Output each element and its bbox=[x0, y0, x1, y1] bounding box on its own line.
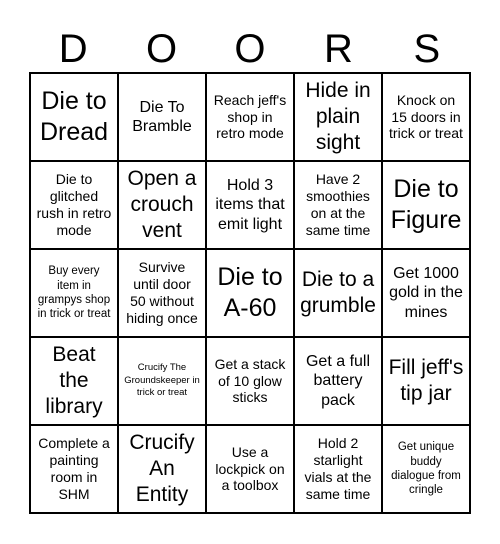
bingo-header bbox=[29, 26, 471, 72]
bingo-cell[interactable]: Die to a grumble bbox=[294, 249, 382, 337]
bingo-cell[interactable]: Get 1000 gold in the mines bbox=[382, 249, 470, 337]
bingo-cell[interactable]: Hide in plain sight bbox=[294, 73, 382, 161]
header-letter-s: S bbox=[413, 27, 441, 71]
header-letter-o2: O bbox=[234, 27, 266, 71]
bingo-cell[interactable]: Crucify The Groundskeeper in trick or treat bbox=[118, 337, 206, 425]
bingo-cell[interactable]: Survive until door 50 without hiding once bbox=[118, 249, 206, 337]
bingo-cell[interactable]: Die to A-60 bbox=[206, 249, 294, 337]
bingo-cell[interactable]: Die to Figure bbox=[382, 161, 470, 249]
bingo-cell[interactable]: Get a full battery pack bbox=[294, 337, 382, 425]
bingo-cell[interactable]: Die to Dread bbox=[30, 73, 118, 161]
bingo-cell[interactable]: Hold 3 items that emit light bbox=[206, 161, 294, 249]
header-letter-d: D bbox=[58, 27, 88, 71]
bingo-cell[interactable]: Complete a painting room in SHM bbox=[30, 425, 118, 513]
bingo-cell[interactable]: Reach jeff's shop in retro mode bbox=[206, 73, 294, 161]
bingo-cell[interactable]: Die To Bramble bbox=[118, 73, 206, 161]
bingo-cell[interactable]: Open a crouch vent bbox=[118, 161, 206, 249]
header-letter-r: R bbox=[323, 27, 353, 71]
bingo-cell[interactable]: Die to glitched rush in retro mode bbox=[30, 161, 118, 249]
bingo-cell[interactable]: Use a lockpick on a toolbox bbox=[206, 425, 294, 513]
bingo-cell[interactable]: Beat the library bbox=[30, 337, 118, 425]
bingo-board bbox=[29, 72, 471, 514]
bingo-cell[interactable]: Fill jeff's tip jar bbox=[382, 337, 470, 425]
header-letter-o1: O bbox=[146, 27, 178, 71]
bingo-cell[interactable]: Get unique buddy dialogue from cringle bbox=[382, 425, 470, 513]
bingo-cell[interactable]: Hold 2 starlight vials at the same time bbox=[294, 425, 382, 513]
bingo-cell[interactable]: Buy every item in grampys shop in trick or treat bbox=[30, 249, 118, 337]
bingo-cell[interactable]: Have 2 smoothies on at the same time bbox=[294, 161, 382, 249]
bingo-cell[interactable]: Crucify An Entity bbox=[118, 425, 206, 513]
bingo-cell[interactable]: Knock on 15 doors in trick or treat bbox=[382, 73, 470, 161]
bingo-cell[interactable]: Get a stack of 10 glow sticks bbox=[206, 337, 294, 425]
